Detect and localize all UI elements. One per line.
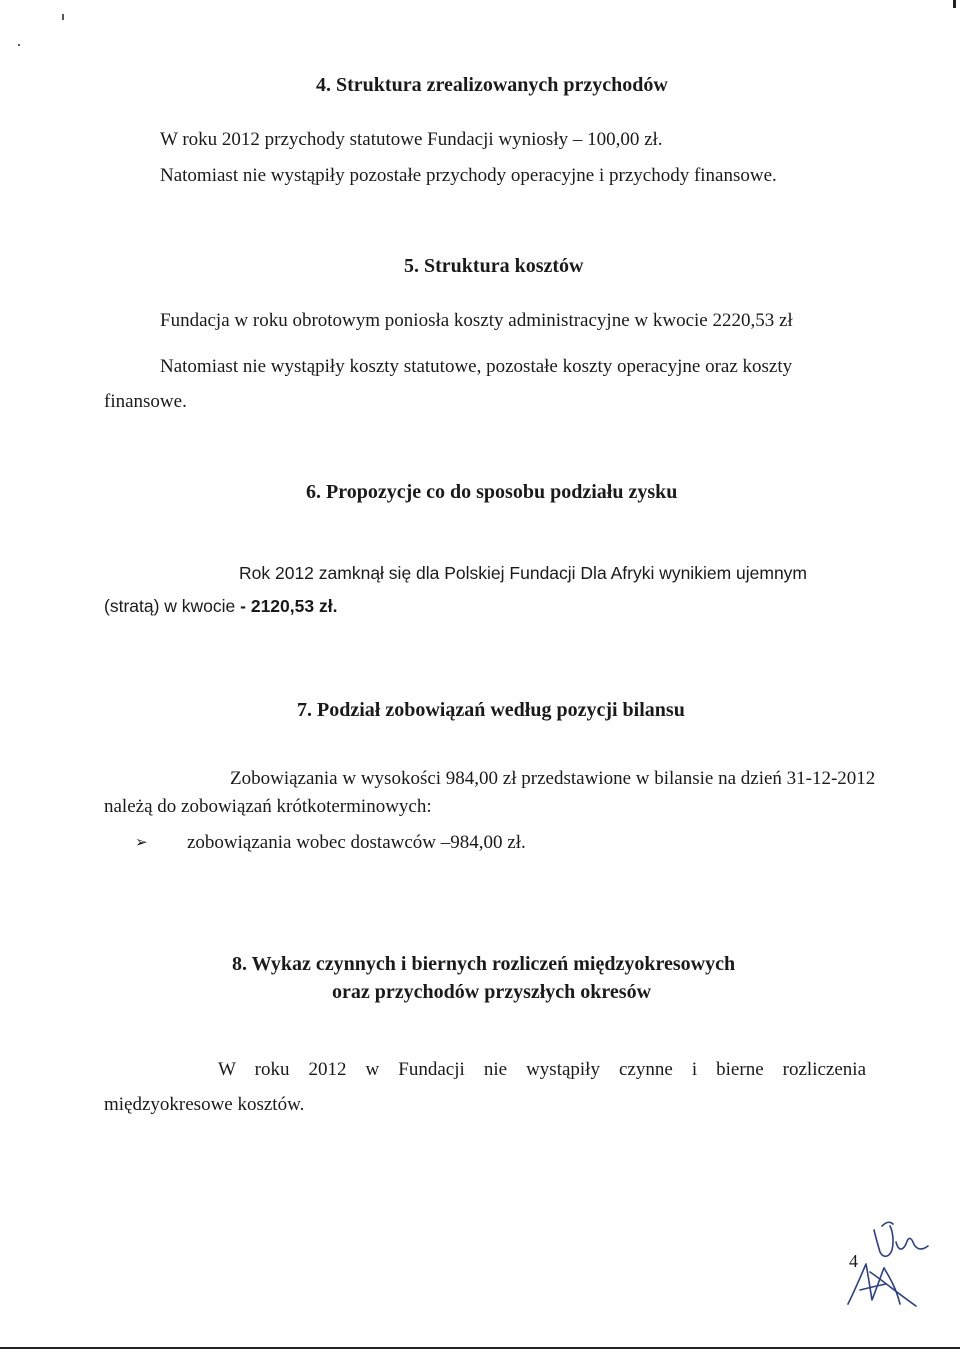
section-6-line-2-text: (stratą) w kwocie bbox=[104, 596, 241, 616]
section-5-heading: 5. Struktura kosztów bbox=[404, 255, 584, 277]
page-bottom-border bbox=[0, 1347, 960, 1349]
section-5-line-1: Fundacja w roku obrotowym poniosła koszty administracyjne w kwocie 2220,53 zł bbox=[160, 310, 793, 331]
section-5-line-3: finansowe. bbox=[104, 391, 187, 412]
section-6-line-1: Rok 2012 zamknął się dla Polskiej Fundacji Dla Afryki wynikiem ujemnym bbox=[239, 563, 807, 583]
section-7-line-2: należą do zobowiązań krótkoterminowych: bbox=[104, 796, 432, 817]
section-6-line-2 bbox=[104, 594, 337, 618]
section-4-line-1: W roku 2012 przychody statutowe Fundacji wyniosły – 100,00 zł. bbox=[160, 129, 663, 150]
section-8-heading-line-1: 8. Wykaz czynnych i biernych rozliczeń międzyokresowych bbox=[232, 953, 736, 975]
scan-speck bbox=[18, 44, 20, 46]
section-6-heading: 6. Propozycje co do sposobu podziału zysku bbox=[306, 481, 678, 503]
page-number: 4 bbox=[849, 1251, 858, 1271]
bullet-arrow-icon: ➢ bbox=[135, 835, 148, 851]
section-4-line-2: Natomiast nie wystąpiły pozostałe przychody operacyjne i przychody finansowe. bbox=[160, 165, 777, 186]
scan-speck bbox=[953, 0, 956, 8]
scan-speck bbox=[62, 14, 64, 20]
loss-amount: - 2120,53 zł. bbox=[240, 596, 338, 616]
section-8-line-2: międzyokresowe kosztów. bbox=[104, 1094, 305, 1115]
section-4-heading: 4. Struktura zrealizowanych przychodów bbox=[316, 74, 668, 96]
section-8-line-1: W roku 2012 w Fundacji nie wystąpiły czynne i bierne rozliczenia bbox=[218, 1059, 866, 1080]
section-7-bullet-text: zobowiązania wobec dostawców –984,00 zł. bbox=[187, 832, 526, 853]
section-5-line-2: Natomiast nie wystąpiły koszty statutowe, pozostałe koszty operacyjne oraz koszty bbox=[160, 356, 793, 377]
section-8-heading-line-2: oraz przychodów przyszłych okresów bbox=[332, 981, 652, 1003]
handwritten-signature-icon bbox=[830, 1208, 940, 1318]
section-7-line-1: Zobowiązania w wysokości 984,00 zł przedstawione w bilansie na dzień 31-12-2012 bbox=[230, 768, 876, 789]
section-7-heading: 7. Podział zobowiązań według pozycji bilansu bbox=[297, 699, 685, 721]
